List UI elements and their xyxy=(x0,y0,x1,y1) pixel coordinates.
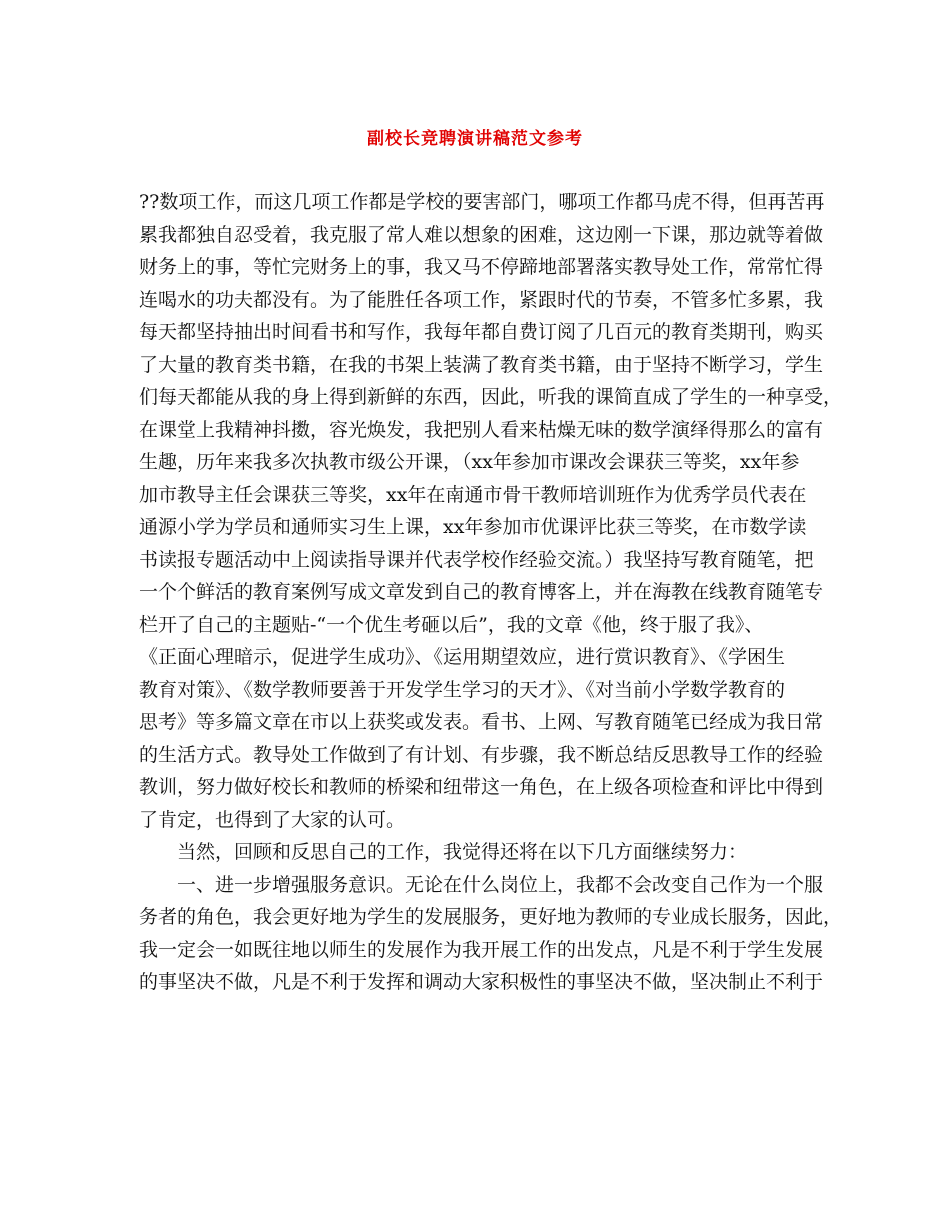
body-line: 书读报专题活动中上阅读指导课并代表学校作经验交流。）我坚持写教育随笔，把 xyxy=(139,548,814,571)
body-line: 生趣，历年来我多次执教市级公开课，（xx年参加市课改会课获三等奖，xx年参 xyxy=(139,451,800,473)
body-line: 教训，努力做好校长和教师的桥梁和纽带这一角色，在上级各项检查和评比中得到 xyxy=(139,776,824,798)
body-line: ??数项工作，而这几项工作都是学校的要害部门，哪项工作都马虎不得，但再苦再 xyxy=(139,191,825,213)
body-line: 通源小学为学员和通师实习生上课，xx年参加市优课评比获三等奖，在市数学读 xyxy=(139,516,807,538)
body-line: 当然，回顾和反思自己的工作，我觉得还将在以下几方面继续努力： xyxy=(177,841,748,863)
body-line: 加市教导主任会课获三等奖，xx年在南通市骨干教师培训班作为优秀学员代表在 xyxy=(139,483,807,506)
body-line: 了肯定，也得到了大家的认可。 xyxy=(139,808,406,831)
body-line: 的生活方式。教导处工作做到了有计划、有步骤，我不断总结反思教导工作的经验 xyxy=(139,743,824,766)
body-line: 《正面心理暗示，促进学生成功》、《运用期望效应，进行赏识教育》、《学困生 xyxy=(139,646,786,668)
body-line: 在课堂上我精神抖擞，容光焕发，我把别人看来枯燥无味的数学演绎得那么的富有 xyxy=(139,418,824,441)
document-title: 副校长竞聘演讲稿范文参考 xyxy=(367,129,583,149)
body-line: 了大量的教育类书籍，在我的书架上装满了教育类书籍，由于坚持不断学习，学生 xyxy=(139,353,824,376)
body-line: 连喝水的功夫都没有。为了能胜任各项工作，紧跟时代的节奏，不管多忙多累，我 xyxy=(139,288,824,311)
body-line: 务者的角色，我会更好地为学生的发展服务，更好地为教师的专业成长服务，因此， xyxy=(139,906,843,928)
body-line: 一个个鲜活的教育案例写成文章发到自己的教育博客上，并在海教在线教育随笔专 xyxy=(139,581,824,603)
body-line: 栏开了自己的主题贴-“一个优生考砸以后”，我的文章《他，终于服了我》、 xyxy=(139,613,764,636)
body-line: 们每天都能从我的身上得到新鲜的东西，因此，听我的课简直成了学生的一种享受， xyxy=(139,386,843,408)
body-line: 思考》等多篇文章在市以上获奖或发表。看书、上网、写教育随笔已经成为我日常 xyxy=(139,711,824,733)
body-line: 的事坚决不做，凡是不利于发挥和调动大家积极性的事坚决不做，坚决制止不利于 xyxy=(139,971,824,993)
body-line: 每天都坚持抽出时间看书和写作，我每年都自费订阅了几百元的教育类期刊，购买 xyxy=(139,321,824,343)
body-line: 教育对策》、《数学教师要善于开发学生学习的天才》、《对当前小学数学教育的 xyxy=(139,678,786,701)
body-line: 一、进一步增强服务意识。无论在什么岗位上，我都不会改变自己作为一个服 xyxy=(177,873,824,896)
body-line: 财务上的事，等忙完财务上的事，我又马不停蹄地部署落实教导处工作，常常忙得 xyxy=(139,256,824,278)
body-line: 我一定会一如既往地以师生的发展作为我开展工作的出发点，凡是不利于学生发展 xyxy=(139,938,824,961)
document-body xyxy=(139,186,843,999)
body-line: 累我都独自忍受着，我克服了常人难以想象的困难，这边刚一下课，那边就等着做 xyxy=(139,223,824,246)
